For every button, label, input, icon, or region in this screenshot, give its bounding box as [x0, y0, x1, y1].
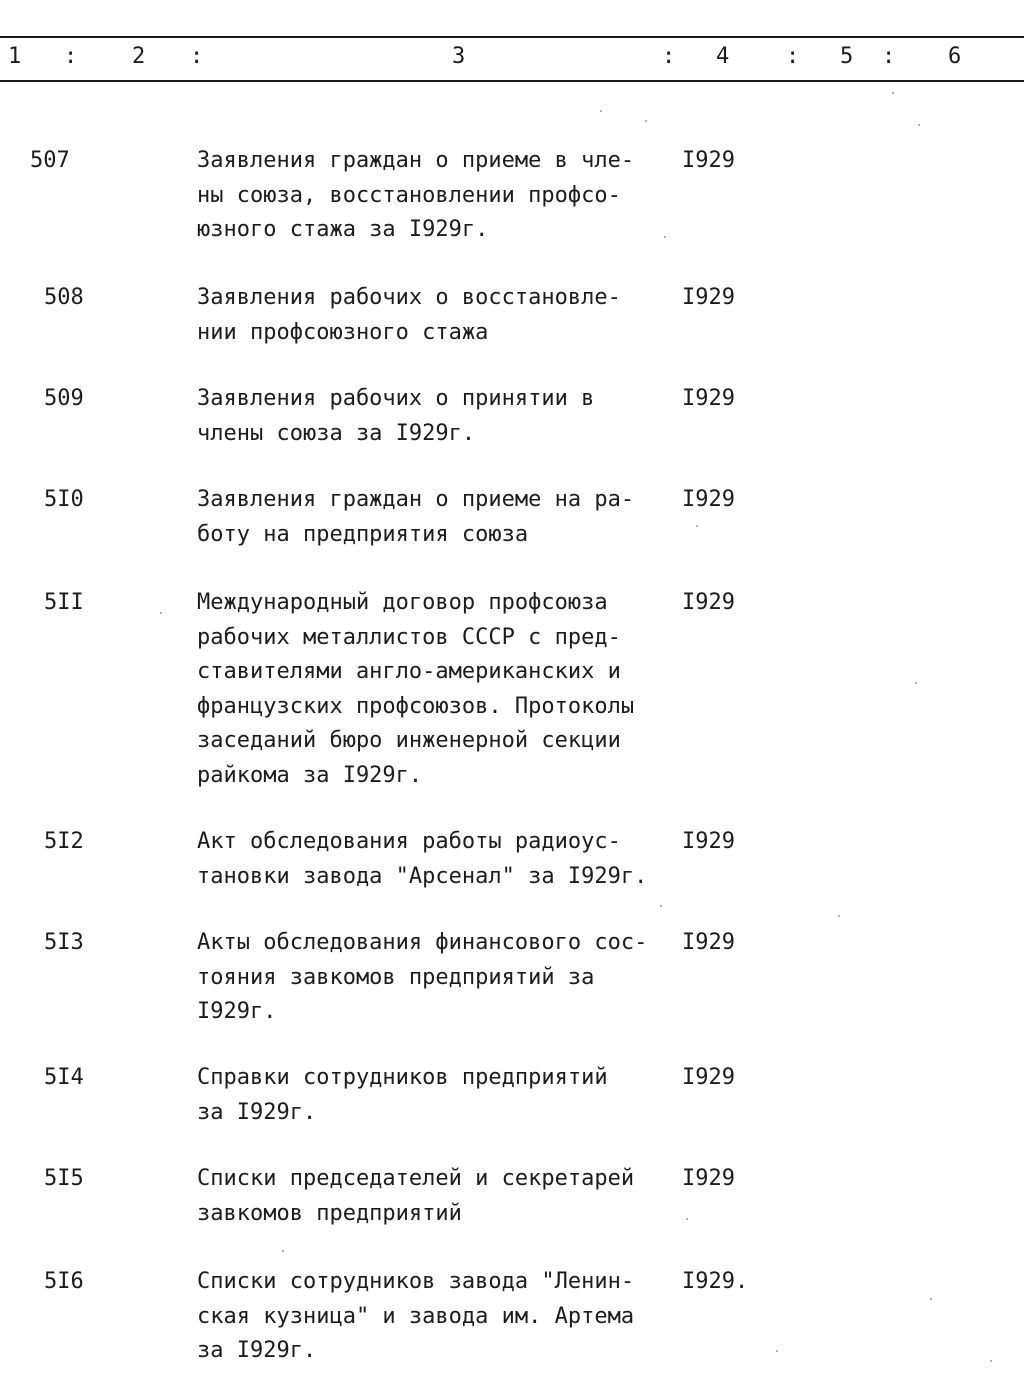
header-top-rule — [0, 36, 1024, 38]
description-line: Международный договор профсоюза — [197, 590, 608, 615]
entry-year: I929. — [682, 1269, 749, 1294]
entry-description — [197, 483, 667, 552]
column-1-label: 1 — [8, 44, 22, 69]
description-line: Заявления рабочих о восстановле- — [197, 285, 621, 310]
entry-number: 5I5 — [44, 1166, 84, 1191]
description-line: боту на предприятия союза — [197, 521, 529, 547]
description-line: Акты обследования финансового сос- — [197, 930, 648, 955]
entry-year: I929 — [682, 148, 735, 173]
description-line: нии профсоюзного стажа — [197, 319, 489, 345]
entry-number: 5I0 — [44, 487, 84, 512]
entry-number: 507 — [30, 148, 70, 173]
entry-number: 5I2 — [44, 829, 84, 854]
description-line: завкомов предприятий — [197, 1200, 462, 1226]
entry-description — [197, 1162, 667, 1231]
entry-year: I929 — [682, 386, 735, 411]
description-line: Акт обследования работы радиоус- — [197, 829, 621, 854]
description-line: юзного стажа за I929г. — [197, 217, 489, 242]
entry-description — [197, 586, 667, 793]
column-separator: : — [662, 44, 676, 69]
entry-number: 508 — [44, 285, 84, 310]
description-line: I929г. — [197, 999, 277, 1024]
entry-number: 5I6 — [44, 1269, 84, 1294]
entry-description — [197, 144, 667, 248]
entry-number: 5I3 — [44, 930, 84, 955]
description-line: Списки сотрудников завода "Ленин- — [197, 1269, 635, 1294]
description-line: Заявления рабочих о принятии в — [197, 386, 595, 411]
entry-year: I929 — [682, 590, 735, 615]
description-line: Заявления граждан о приеме на ра- — [197, 487, 635, 512]
description-line: Справки сотрудников предприятий — [197, 1065, 608, 1090]
entry-description — [197, 281, 667, 350]
description-line: заседаний бюро инженерной секции — [197, 728, 621, 753]
description-line: рабочих металлистов СССР с пред- — [197, 624, 621, 650]
entry-description — [197, 1265, 667, 1369]
entry-year: I929 — [682, 930, 735, 955]
entry-description — [197, 825, 667, 894]
entry-number: 509 — [44, 386, 84, 411]
column-4-label: 4 — [716, 44, 730, 69]
header-bottom-rule — [0, 80, 1024, 82]
column-2-label: 2 — [132, 44, 146, 69]
entry-description — [197, 1061, 667, 1130]
column-separator: : — [190, 44, 204, 69]
column-3-label: 3 — [452, 44, 466, 69]
entry-year: I929 — [682, 1166, 735, 1191]
description-line: члены союза за I929г. — [197, 420, 476, 446]
entry-year: I929 — [682, 487, 735, 512]
entry-number: 5I4 — [44, 1065, 84, 1090]
description-line: Списки председателей и секретарей — [197, 1166, 635, 1191]
description-line: ская кузница" и завода им. Артема — [197, 1303, 635, 1329]
description-line: тояния завкомов предприятий за — [197, 964, 595, 990]
entry-description — [197, 382, 667, 451]
entry-year: I929 — [682, 1065, 735, 1090]
description-line: тановки завода "Арсенал" за I929г. — [197, 863, 648, 889]
description-line: французских профсоюзов. Протоколы — [197, 693, 635, 719]
column-6-label: 6 — [948, 44, 962, 69]
entry-description — [197, 926, 667, 1030]
entry-year: I929 — [682, 285, 735, 310]
description-line: за I929г. — [197, 1099, 317, 1125]
description-line: Заявления граждан о приеме в чле- — [197, 148, 635, 173]
description-line: ны союза, восстановлении профсо- — [197, 182, 621, 208]
entry-year: I929 — [682, 829, 735, 854]
column-header — [0, 40, 1024, 78]
entry-number: 5II — [44, 590, 84, 615]
column-5-label: 5 — [840, 44, 854, 69]
column-separator: : — [786, 44, 800, 69]
description-line: райкома за I929г. — [197, 762, 423, 788]
description-line: ставителями англо-американских и — [197, 659, 621, 684]
column-separator: : — [882, 44, 896, 69]
description-line: за I929г. — [197, 1338, 317, 1363]
column-separator: : — [64, 44, 78, 69]
